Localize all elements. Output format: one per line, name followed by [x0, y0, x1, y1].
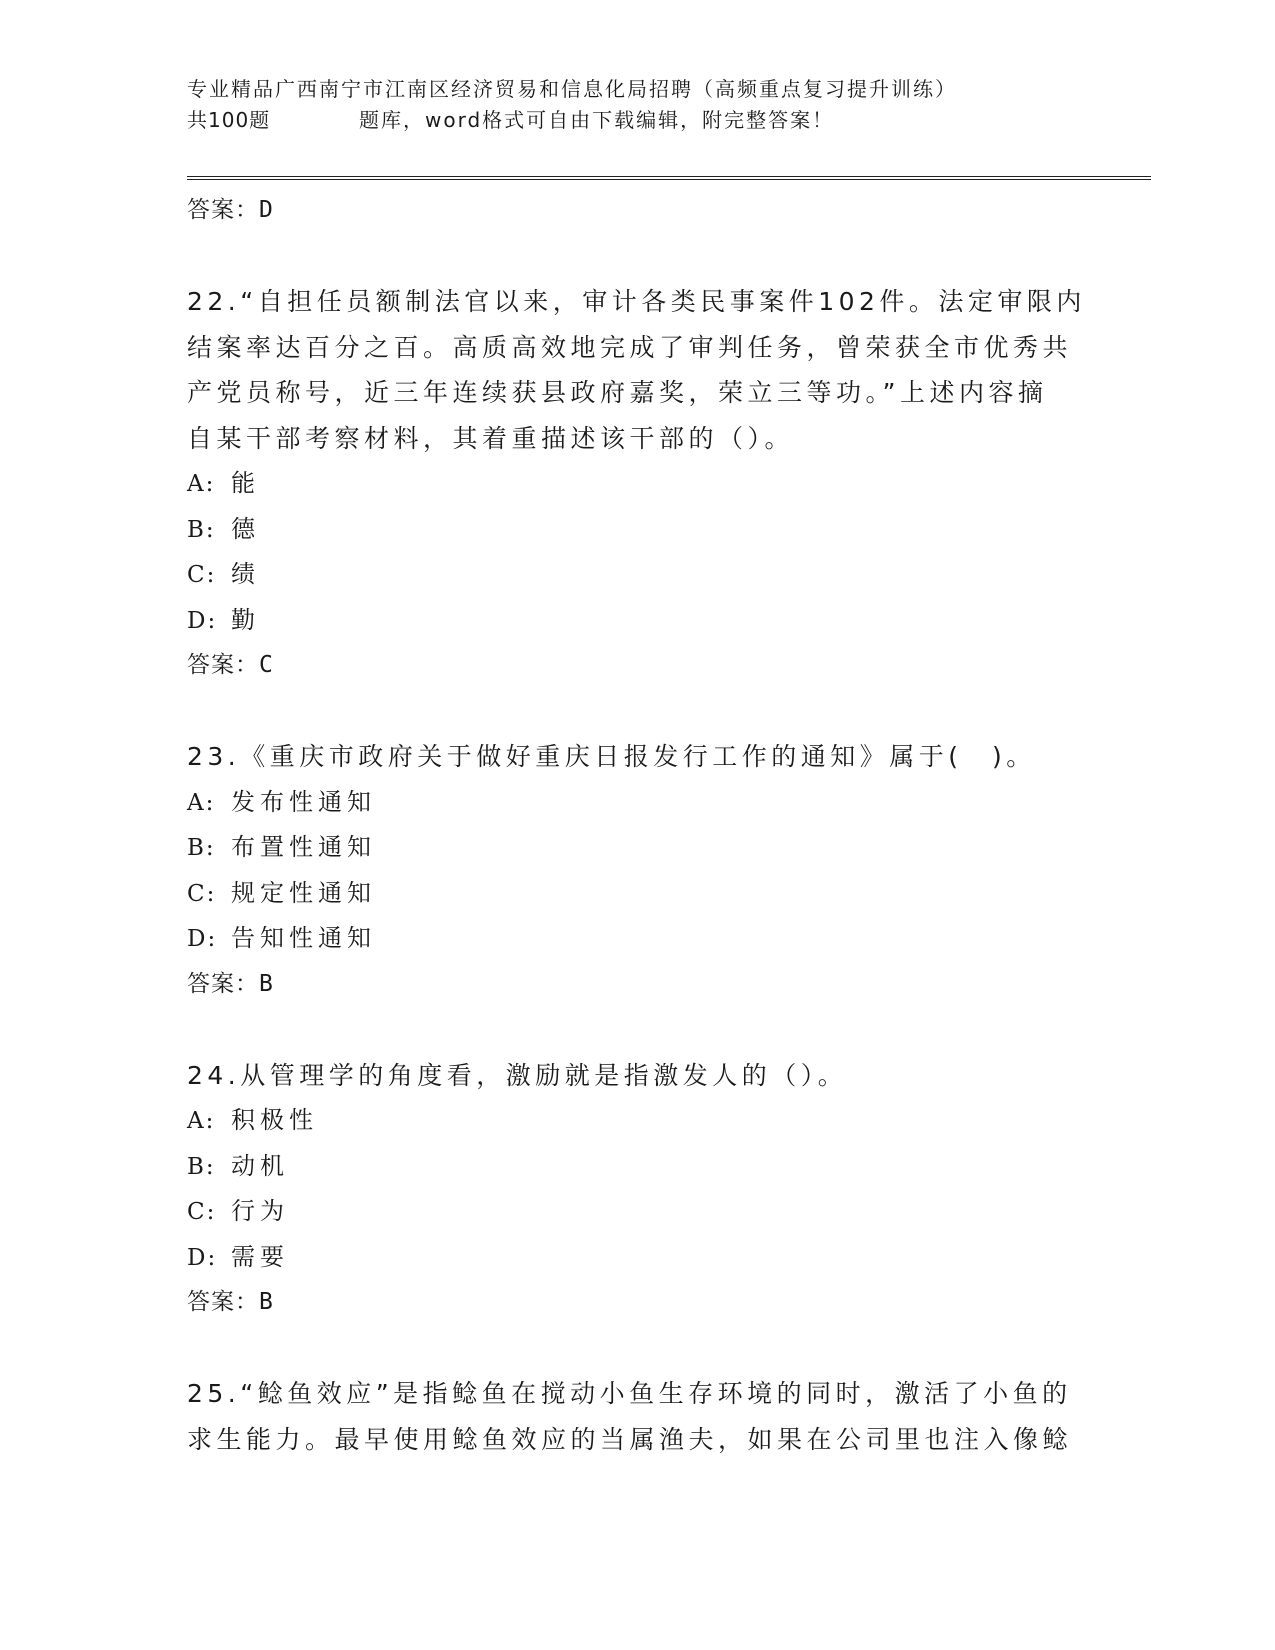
option-letter: A:: [187, 1108, 216, 1134]
question-23: [187, 734, 1087, 1007]
question-24: [187, 1053, 1087, 1326]
option-text: 能: [231, 469, 260, 497]
page-header: [187, 74, 1087, 136]
option-text: 勤: [231, 605, 260, 634]
option-b: [187, 1144, 1087, 1190]
question-stem: [187, 734, 1087, 780]
stem-line: 23.《重庆市政府关于做好重庆日报发行工作的通知》属于( )。: [187, 742, 1036, 771]
stem-line: 22.“自担任员额制法官以来，审计各类民事案件102件。法定审限内: [187, 287, 1086, 316]
answer-line: [187, 188, 1087, 233]
stem-line: 24.从管理学的角度看，激励就是指激发人的（）。: [187, 1060, 848, 1090]
option-d: [187, 598, 1087, 644]
answer-value: D: [259, 197, 274, 223]
option-d: [187, 1235, 1087, 1281]
option-c: [187, 871, 1087, 917]
option-text: 绩: [231, 560, 260, 588]
answer-label: 答案：: [187, 652, 259, 678]
option-b: [187, 825, 1087, 871]
answer-label: 答案：: [187, 970, 259, 997]
stem-line: 求生能力。最早使用鲶鱼效应的当属渔夫，如果在公司里也注入像鲶: [187, 1424, 1073, 1454]
option-a: [187, 780, 1087, 826]
header-subtitle: [187, 105, 1087, 136]
option-a: [187, 1098, 1087, 1144]
option-text: 告知性通知: [231, 924, 376, 952]
answer-value: C: [259, 652, 274, 678]
option-a: [187, 461, 1087, 507]
question-stem: [187, 279, 1087, 461]
option-letter: C:: [187, 562, 217, 588]
answer-value: B: [259, 1289, 274, 1315]
option-letter: B:: [187, 516, 216, 543]
option-text: 德: [231, 514, 260, 543]
option-letter: D:: [187, 607, 218, 634]
stem-line: 结案率达百分之百。高质高效地完成了审判任务，曾荣获全市优秀共: [187, 332, 1073, 362]
question-stem: [187, 1053, 1087, 1099]
option-letter: A:: [187, 471, 216, 497]
answer-line: [187, 962, 1087, 1007]
stem-line: 25.“鲶鱼效应”是指鲶鱼在搅动小鱼生存环境的同时，激活了小鱼的: [187, 1379, 1072, 1408]
question-count: 共100题: [187, 108, 271, 132]
option-c: [187, 552, 1087, 598]
option-letter: B:: [187, 835, 216, 861]
option-c: [187, 1189, 1087, 1235]
stem-line: 产党员称号，近三年连续获县政府嘉奖，荣立三等功。”上述内容摘: [187, 378, 1048, 407]
answer-label: 答案：: [187, 197, 259, 223]
option-d: [187, 916, 1087, 962]
stem-line: 自某干部考察材料，其着重描述该干部的（）。: [187, 423, 795, 453]
answer-label: 答案：: [187, 1289, 259, 1315]
option-letter: D:: [187, 1244, 218, 1271]
answer-line: [187, 643, 1087, 688]
option-letter: B:: [187, 1153, 216, 1180]
option-text: 规定性通知: [231, 878, 376, 907]
option-text: 发布性通知: [231, 787, 376, 816]
header-subtitle-text: 题库，word格式可自由下载编辑，附完整答案！: [359, 108, 835, 132]
option-text: 积极性: [231, 1106, 318, 1134]
answer-value: B: [259, 970, 274, 997]
option-text: 行为: [231, 1197, 289, 1225]
option-letter: A:: [187, 789, 216, 816]
option-text: 动机: [231, 1151, 289, 1180]
option-text: 布置性通知: [231, 833, 376, 861]
header-title: 专业精品广西南宁市江南区经济贸易和信息化局招聘（高频重点复习提升训练）: [187, 77, 957, 101]
header-divider: [187, 176, 1151, 180]
option-text: 需要: [231, 1242, 289, 1271]
option-letter: D:: [187, 926, 218, 952]
option-letter: C:: [187, 1199, 217, 1225]
option-b: [187, 507, 1087, 553]
question-stem: [187, 1371, 1087, 1462]
question-list: [187, 188, 1087, 1462]
question-22: [187, 279, 1087, 688]
answer-line: [187, 1280, 1087, 1325]
option-letter: C:: [187, 880, 217, 907]
question-25: [187, 1371, 1087, 1462]
